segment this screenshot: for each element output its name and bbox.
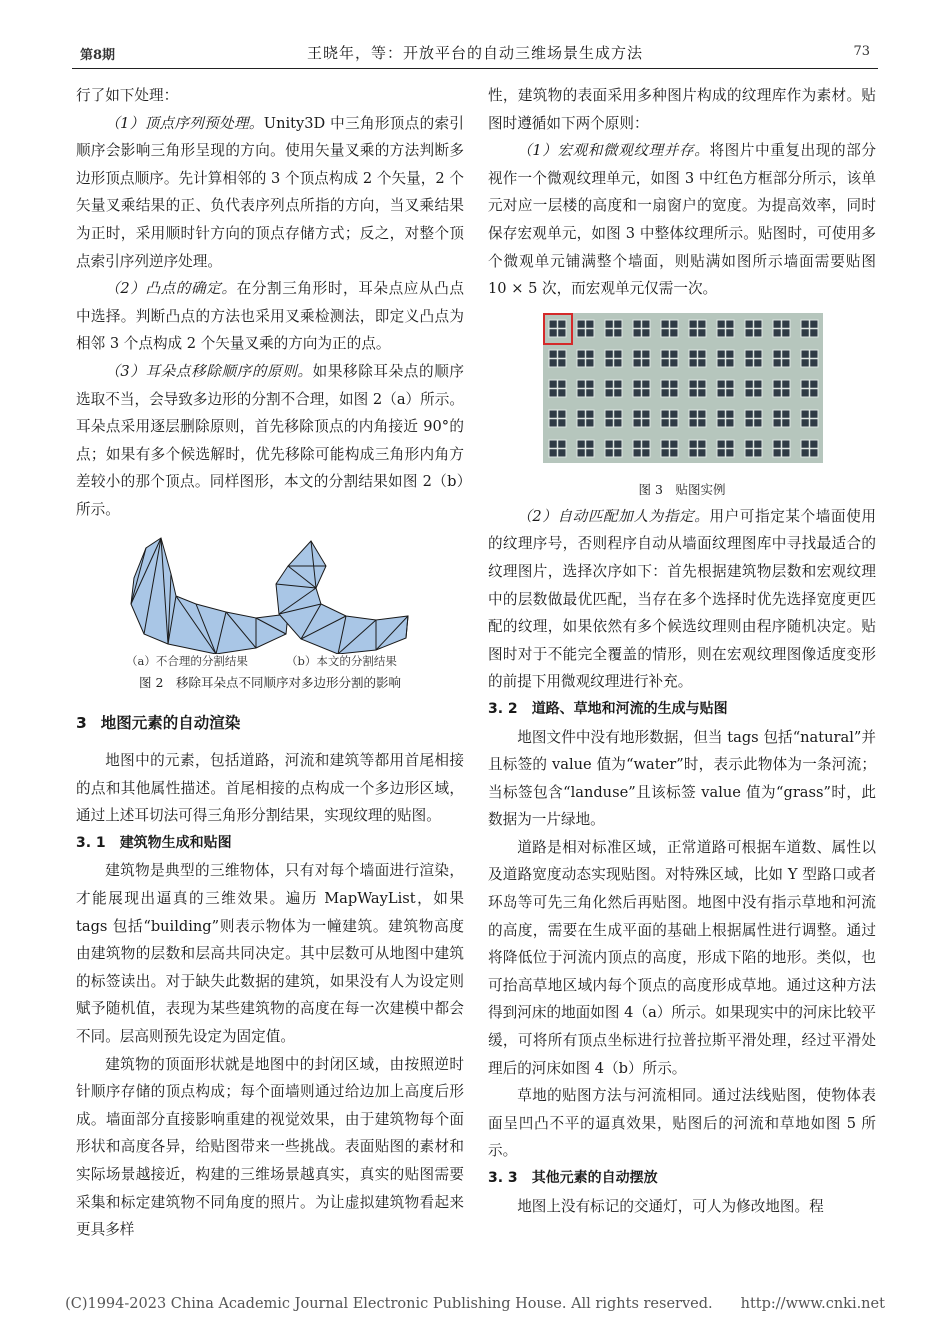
item-heading: （2）凸点的确定。: [105, 280, 237, 298]
paragraph: 地图中的元素，包括道路，河流和建筑等都用首尾相接的点和其他属性描述。首尾相接的点构成一个多边形区域，通过上述耳切法可得三角形分割结果，实现纹理的贴图。: [76, 752, 464, 825]
figure-2b-polygon: [276, 541, 408, 654]
paragraph-text: 将图片中重复出现的部分视作一个微观纹理单元，如图 3 中红色方框部分所示，该单元对应一层楼的高度和一扇窗户的宽度。为提高效率，同时保存宏观单元，如图 3 中整体纹理所示。贴图时，可使用多个微观单元铺满整个墙面，则贴满如图所示墙面需要贴图 10 × 5 次，而宏观单元仅需一次。: [488, 142, 876, 298]
paragraph: 建筑物的顶面形状就是地图中的封闭区域，由按照逆时针顺序存储的顶点构成；每个面墙则通过给边加上高度后形成。墙面部分直接影响重建的视觉效果，由于建筑物每个面形状和高度各异，给贴图带来一些挑战。表面贴图的素材和实际场景越接近，构建的三维场景越真实，真实的贴图需要采集和标定建筑物不同角度的照片。为让虚拟建筑物看起来更具多样: [76, 1055, 464, 1239]
subsection-title: 道路、草地和河流的生成与贴图: [531, 700, 728, 717]
figure-2: [76, 536, 464, 696]
paragraph: 建筑物是典型的三维物体，只有对每个墙面进行渲染，才能展现出逼真的三维效果。遍历 MapWayList，如果 tags 包括“building”则表示物体为一幢建筑。建筑物高度由建筑物的层数和层高共同决定。其中层数可从地图中建筑的标签读出。对于缺失此数据的建筑，如果没有人为设定则赋予随机值，表现为某些建筑物的高度在每一次建模中都会不同。层高则预先设定为固定值。: [76, 862, 464, 1046]
item-heading: （2）自动匹配加人为指定。: [517, 507, 710, 525]
issue-label: 第8期: [80, 48, 116, 63]
figure-3: [488, 313, 876, 503]
section-title: 地图元素的自动渲染: [100, 713, 241, 732]
paragraph: [76, 275, 464, 358]
right-column: [488, 82, 876, 1220]
copyright-text: (C)1994-2023 China Academic Journal Electronic Publishing House. All rights reserved.: [65, 1296, 713, 1312]
item-heading: （3）耳朵点移除顺序的原则。: [105, 362, 313, 380]
paragraph-text: 用户可指定某个墙面使用的纹理序号，否则程序自动从墙面纹理图库中寻找最适合的纹理图片，选择次序如下：首先根据建筑物层数和宏观纹理中的层数做最优匹配，当存在多个选择时优先选择宽度更匹配的纹理，如果依然有多个候选纹理则由程序随机决定。贴图时对于不能完全覆盖的情形，则在宏观纹理图像适度变形的前提下用微观纹理进行补充。: [488, 507, 876, 691]
paragraph: [76, 358, 464, 524]
running-title: 王晓年，等：开放平台的自动三维场景生成方法: [306, 44, 643, 62]
paragraph: [488, 503, 876, 696]
paragraph: 草地的贴图方法与河流相同。通过法线贴图，使物体表面呈凹凸不平的逼真效果，贴图后的河流和草地如图 5 所示。: [488, 1087, 876, 1160]
polygon-triangulation-figure: [76, 536, 464, 654]
subsection-title: 其他元素的自动摆放: [531, 1170, 658, 1186]
left-column: [76, 82, 464, 1244]
figure-2a-polygon: [131, 538, 288, 654]
section-number: 3: [76, 713, 87, 732]
paragraph-text: 在分割三角形时，耳朵点应从凸点中选择。判断凸点的方法也采用叉乘检测法，即定义凸点为相邻 3 个点构成 2 个矢量叉乘的方向为正的点。: [76, 280, 464, 353]
figure-2b-caption: （b）本文的分割结果: [286, 653, 397, 668]
wall-texture-image: [543, 313, 823, 463]
item-heading: （1）宏观和微观纹理并存。: [517, 142, 710, 160]
paragraph: [488, 137, 876, 303]
paragraph: 道路是相对标准区域，正常道路可根据车道数、属性以及道路宽度动态实现贴图。对特殊区域，比如 Y 型路口或者环岛等可先三角化然后再贴图。地图中没有指示草地和河流的高度，需要在生成平面的基础上根据属性进行调整。通过将降低位于河流内顶点的高度，形成下陷的地形。类似，也可抬高草地区域内每个顶点的高度形成草地。通过这种方法得到河床的地面如图 4（a）所示。如果现实中的河床比较平缓，可将所有顶点坐标进行拉普拉斯平滑处理，经过平滑处理后的河床如图 4（b）所示。: [488, 838, 876, 1077]
footer-url: http://www.cnki.net: [740, 1296, 885, 1312]
subsection-number: 3. 2: [488, 700, 518, 717]
paragraph: [76, 110, 464, 276]
copyright-footer: [0, 1296, 950, 1312]
subsection-title: 建筑物生成和贴图: [119, 834, 232, 851]
item-heading: （1）顶点序列预处理。: [105, 114, 264, 132]
paragraph: 地图文件中没有地形数据，但当 tags 包括“natural”并且标签的 value 值为“water”时，表示此物体为一条河流；当标签包含“landuse”且该标签 value 值为“grass”时，此数据为一片绿地。: [488, 728, 876, 829]
subsection-3-2-heading: [488, 696, 876, 724]
figure-2-caption: 图 2 移除耳朵点不同顺序对多边形分割的影响: [139, 674, 401, 690]
subsection-3-3-heading: [488, 1165, 876, 1193]
paragraph-text: Unity3D 中三角形顶点的索引顺序会影响三角形呈现的方向。使用矢量叉乘的方法判断多边形顶点顺序。先计算相邻的 3 个顶点构成 2 个矢量，2 个矢量叉乘结果的正、负代表序列点所指的方向，当叉乘结果为正时，采用顺时针方向的顶点存储方式；反之，对整个顶点索引序列逆序处理。: [76, 114, 464, 270]
figure-3-caption: 图 3 贴图实例: [638, 481, 726, 497]
page-number: 73: [853, 44, 870, 59]
running-header: [72, 38, 878, 69]
paragraph: 地图上没有标记的交通灯，可人为修改地图。程: [517, 1197, 824, 1215]
subsection-3-1-heading: [76, 830, 464, 858]
figure-2a-caption: （a）不合理的分割结果: [126, 653, 248, 668]
section-3-heading: [76, 710, 464, 738]
subsection-number: 3. 3: [488, 1170, 518, 1186]
paragraph: 行了如下处理：: [76, 87, 179, 104]
paragraph-text: 如果移除耳朵点的顺序选取不当，会导致多边形的分割不合理，如图 2（a）所示。耳朵点采用逐层删除原则，首先移除顶点的内角接近 90°的点；如果有多个候选解时，优先移除可能构成三角形内角方差较小的那个顶点。同样图形，本文的分割结果如图 2（b）所示。: [76, 362, 464, 518]
paragraph: 性，建筑物的表面采用多种图片构成的纹理库作为素材。贴图时遵循如下两个原则：: [488, 87, 876, 132]
subsection-number: 3. 1: [76, 834, 106, 851]
